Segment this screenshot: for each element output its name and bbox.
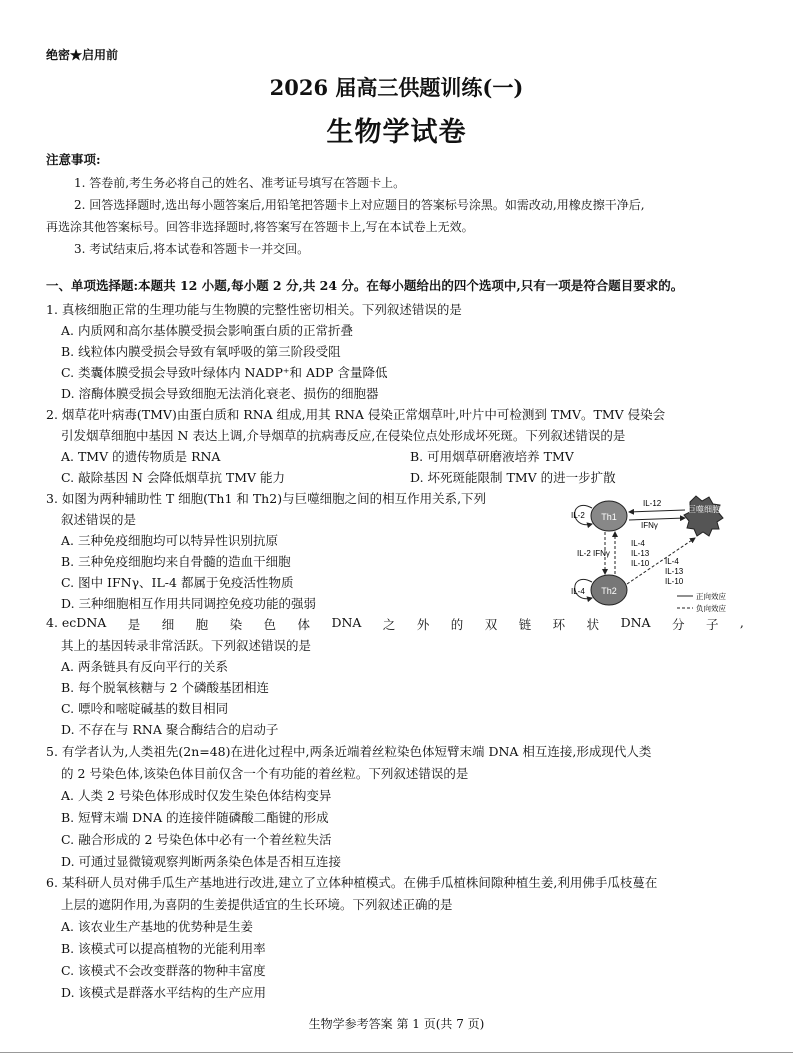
- question-5-stem: 5. 有学者认为,人类祖先(2n=48)在进化过程中,两条近端着丝粒染色体短臂末端 DNA 相互连接,形成现代人类: [46, 744, 652, 759]
- subject-title: 生物学试卷: [326, 117, 467, 148]
- th2-to-th1-label-2: IL-13: [631, 549, 650, 558]
- immune-interaction-diagram: [565, 490, 770, 618]
- question-2-stem: 引发烟草细胞中基因 N 表达上调,介导烟草的抗病毒反应,在侵染位点处形成坏死斑。下列叙述错误的是: [61, 428, 626, 443]
- stem-token: 外: [416, 617, 430, 632]
- question-6-stem: 上层的遮阴作用,为喜阴的生姜提供适宜的生长环境。下列叙述正确的是: [61, 897, 453, 912]
- question-1-option-a: A. 内质网和高尔基体膜受损会影响蛋白质的正常折叠: [61, 323, 353, 338]
- th2-to-mac-label-2: IL-13: [665, 567, 684, 576]
- question-5-option-a: A. 人类 2 号染色体形成时仅发生染色体结构变异: [61, 788, 332, 803]
- stem-token: DNA: [620, 615, 651, 630]
- il12-label: IL-12: [643, 499, 662, 508]
- stem-token: 环: [552, 617, 566, 632]
- question-2-option-d: D. 坏死斑能限制 TMV 的进一步扩散: [410, 470, 616, 485]
- question-3-option-b: B. 三种免疫细胞均来自骨髓的造血干细胞: [61, 554, 291, 569]
- stem-token: 4. ecDNA: [46, 615, 107, 630]
- note-line: 再选涂其他答案标号。回答非选择题时,将答案写在答题卡上,写在本试卷上无效。: [46, 220, 474, 234]
- question-2-option-c: C. 敲除基因 N 会降低烟草抗 TMV 能力: [61, 470, 286, 485]
- stem-token: 胞: [195, 617, 209, 632]
- question-3-option-a: A. 三种免疫细胞均可以特异性识别抗原: [61, 533, 278, 548]
- confidential-label: 绝密★启用前: [46, 48, 119, 62]
- legend-positive: 正向效应: [696, 592, 726, 601]
- question-3-option-c: C. 图中 IFNγ、IL-4 都属于免疫活性物质: [61, 575, 294, 590]
- stem-token: 双: [484, 617, 498, 632]
- stem-token: 的: [450, 617, 464, 632]
- question-2-option-a: A. TMV 的遗传物质是 RNA: [61, 449, 221, 464]
- stem-token: 体: [297, 617, 311, 632]
- legend-negative: 负向效应: [696, 604, 726, 613]
- il4-self-label: IL-4: [571, 587, 585, 596]
- bottom-divider: [0, 1052, 793, 1053]
- question-4-option-b: B. 每个脱氧核糖与 2 个磷酸基团相连: [61, 680, 270, 695]
- ifn-top-label: IFNγ: [641, 521, 658, 530]
- question-6-option-c: C. 该模式不会改变群落的物种丰富度: [61, 963, 266, 978]
- exam-title: 2026 届高三供题训练(一): [269, 75, 524, 100]
- question-6-option-a: A. 该农业生产基地的优势种是生姜: [61, 919, 253, 934]
- th2-to-th1-label-3: IL-10: [631, 559, 650, 568]
- question-5-option-c: C. 融合形成的 2 号染色体中必有一个着丝粒失活: [61, 832, 332, 847]
- notes-title: 注意事项:: [46, 152, 101, 167]
- il2-self-label: IL-2: [571, 511, 585, 520]
- th1-to-th2-label: IL-2 IFNγ: [577, 549, 610, 558]
- question-4-stem: [46, 615, 744, 633]
- question-3-stem: 3. 如图为两种辅助性 T 细胞(Th1 和 Th2)与巨噬细胞之间的相互作用关系,下列: [46, 491, 487, 506]
- macrophage-cell: [684, 496, 723, 536]
- question-4-option-a: A. 两条链具有反向平行的关系: [61, 659, 228, 674]
- question-5-option-b: B. 短臂末端 DNA 的连接伴随磷酸二酯键的形成: [61, 810, 329, 825]
- th1-label: Th1: [601, 512, 617, 522]
- stem-token: 链: [518, 617, 532, 632]
- question-4-option-d: D. 不存在与 RNA 聚合酶结合的启动子: [61, 722, 279, 737]
- question-1-option-d: D. 溶酶体膜受损会导致细胞无法消化衰老、损伤的细胞器: [61, 386, 379, 401]
- stem-token: ,: [739, 615, 744, 630]
- question-5-stem: 的 2 号染色体,该染色体目前仅含一个有功能的着丝粒。下列叙述错误的是: [61, 766, 469, 781]
- question-3-option-d: D. 三种细胞相互作用共同调控免疫功能的强弱: [61, 596, 317, 611]
- stem-token: 是: [127, 617, 141, 632]
- question-1-option-c: C. 类囊体膜受损会导致叶绿体内 NADP⁺和 ADP 含量降低: [61, 365, 388, 380]
- question-1-stem: 1. 真核细胞正常的生理功能与生物膜的完整性密切相关。下列叙述错误的是: [46, 302, 462, 317]
- th2-to-mac-label-1: IL-4: [665, 557, 679, 566]
- note-line: 1. 答卷前,考生务必将自己的姓名、准考证号填写在答题卡上。: [74, 176, 406, 190]
- question-1-option-b: B. 线粒体内膜受损会导致有氧呼吸的第三阶段受阻: [61, 344, 341, 359]
- question-6-option-b: B. 该模式可以提高植物的光能利用率: [61, 941, 266, 956]
- question-6-stem: 6. 某科研人员对佛手瓜生产基地进行改进,建立了立体种植模式。在佛手瓜植株间隙种植生姜,利用佛手瓜枝蔓在: [46, 875, 658, 890]
- question-5-option-d: D. 可通过显微镜观察判断两条染色体是否相互连接: [61, 854, 342, 869]
- stem-token: 细: [161, 617, 175, 632]
- question-2-stem: 2. 烟草花叶病毒(TMV)由蛋白质和 RNA 组成,用其 RNA 侵染正常烟草叶,叶片中可检测到 TMV。TMV 侵染会: [46, 407, 666, 422]
- question-4-stem: 其上的基因转录非常活跃。下列叙述错误的是: [61, 638, 312, 653]
- th2-to-mac-label-3: IL-10: [665, 577, 684, 586]
- stem-token: 子: [705, 617, 719, 632]
- page-footer: 生物学参考答案 第 1 页(共 7 页): [308, 1017, 485, 1031]
- question-4-option-c: C. 嘌呤和嘧啶碱基的数目相同: [61, 701, 229, 716]
- th2-to-th1-label-1: IL-4: [631, 539, 645, 548]
- th2-label: Th2: [601, 586, 617, 596]
- stem-token: DNA: [331, 615, 362, 630]
- question-2-option-b: B. 可用烟草研磨液培养 TMV: [410, 449, 574, 464]
- question-3-stem: 叙述错误的是: [61, 512, 137, 527]
- note-line: 3. 考试结束后,将本试卷和答题卡一并交回。: [74, 242, 310, 256]
- stem-token: 状: [586, 617, 600, 632]
- section-header: 一、单项选择题:本题共 12 小题,每小题 2 分,共 24 分。在每小题给出的四个选项中,只有一项是符合题目要求的。: [46, 278, 684, 293]
- question-6-option-d: D. 该模式是群落水平结构的生产应用: [61, 985, 267, 1000]
- macrophage-label: 巨噬细胞: [688, 505, 720, 514]
- stem-token: 之: [382, 617, 396, 632]
- stem-token: 色: [263, 617, 277, 632]
- stem-token: 染: [229, 617, 243, 632]
- stem-token: 分: [672, 617, 685, 632]
- note-line: 2. 回答选择题时,选出每小题答案后,用铅笔把答题卡上对应题目的答案标号涂黑。如需改动,用橡皮擦干净后,: [74, 198, 645, 212]
